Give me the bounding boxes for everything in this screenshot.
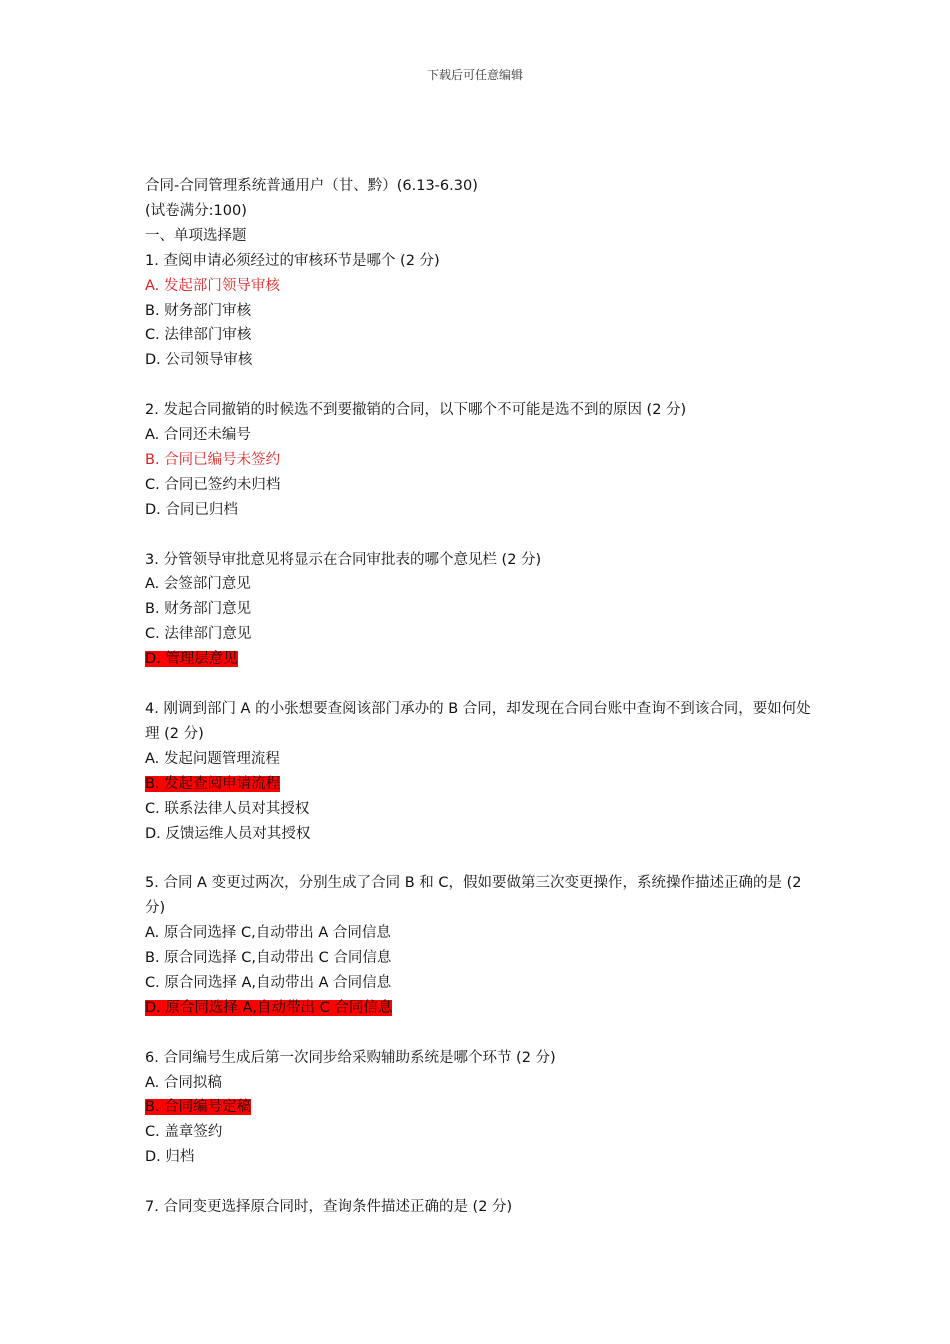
question-block — [145, 697, 813, 846]
question-stem: 4. 刚调到部门 A 的小张想要查阅该部门承办的 B 合同，却发现在合同台账中查询不到该合同，要如何处理 (2 分) — [145, 700, 811, 742]
option-text: B. 财务部门审核 — [145, 302, 252, 319]
option-text: D. 归档 — [145, 1149, 195, 1166]
question-gap — [145, 846, 813, 871]
option-text: C. 盖章签约 — [145, 1124, 223, 1141]
option-text: A. 发起部门领导审核 — [145, 277, 280, 294]
answer-option — [145, 1095, 813, 1120]
option-text: A. 原合同选择 C,自动带出 A 合同信息 — [145, 925, 391, 942]
question-option — [145, 971, 813, 996]
question-option — [145, 597, 813, 622]
option-text: C. 法律部门审核 — [145, 327, 252, 344]
question-option — [145, 921, 813, 946]
question-option — [145, 1145, 813, 1170]
section-heading: 一、单项选择题 — [145, 227, 247, 244]
question-stem: 5. 合同 A 变更过两次，分别生成了合同 B 和 C，假如要做第三次变更操作，系统操作描述正确的是 (2 分) — [145, 875, 802, 917]
option-text: B. 财务部门意见 — [145, 601, 252, 618]
question-gap — [145, 523, 813, 548]
full-score: (试卷满分:100) — [145, 202, 247, 219]
answer-option — [145, 772, 813, 797]
question-stem: 1. 查阅申请必须经过的审核环节是哪个 (2 分) — [145, 252, 440, 269]
question-option — [145, 1071, 813, 1096]
exam-content — [145, 174, 813, 1220]
question-option — [145, 822, 813, 847]
question-stem: 7. 合同变更选择原合同时，查询条件描述正确的是 (2 分) — [145, 1199, 513, 1216]
question-gap — [145, 1170, 813, 1195]
question-option — [145, 946, 813, 971]
question-block — [145, 398, 813, 523]
option-text: B. 原合同选择 C,自动带出 C 合同信息 — [145, 950, 392, 967]
question-block — [145, 249, 813, 374]
option-text: D. 公司领导审核 — [145, 352, 253, 369]
option-text: A. 会签部门意见 — [145, 576, 251, 593]
option-text: C. 联系法律人员对其授权 — [145, 800, 310, 817]
option-text: C. 合同已签约未归档 — [145, 476, 281, 493]
answer-option — [145, 647, 813, 672]
question-option — [145, 797, 813, 822]
question-option — [145, 1120, 813, 1145]
question-option — [145, 622, 813, 647]
option-text: D. 合同已归档 — [145, 501, 238, 518]
exam-title: 合同-合同管理系统普通用户（甘、黔）(6.13-6.30) — [145, 178, 478, 194]
option-text: A. 合同还未编号 — [145, 427, 251, 444]
question-option — [145, 473, 813, 498]
question-stem: 3. 分管领导审批意见将显示在合同审批表的哪个意见栏 (2 分) — [145, 551, 542, 568]
answer-option — [145, 996, 813, 1021]
question-block — [145, 1046, 813, 1171]
option-text: C. 原合同选择 A,自动带出 A 合同信息 — [145, 974, 392, 991]
option-text: C. 法律部门意见 — [145, 626, 252, 643]
page-header: 下载后可任意编辑 — [426, 68, 523, 82]
option-text: B. 发起查阅申请流程 — [145, 775, 281, 792]
option-text: D. 管理层意见 — [145, 651, 238, 668]
answer-option — [145, 448, 813, 473]
question-option — [145, 423, 813, 448]
question-gap — [145, 1021, 813, 1046]
question-option — [145, 348, 813, 373]
option-text: B. 合同已编号未签约 — [145, 451, 281, 468]
option-text: B. 合同编号定稿 — [145, 1099, 252, 1116]
answer-option — [145, 274, 813, 299]
question-stem: 6. 合同编号生成后第一次同步给采购辅助系统是哪个环节 (2 分) — [145, 1049, 556, 1066]
option-text: A. 发起问题管理流程 — [145, 750, 280, 767]
question-option — [145, 572, 813, 597]
question-block — [145, 1195, 813, 1220]
question-list — [145, 249, 813, 1220]
option-text: A. 合同拟稿 — [145, 1074, 222, 1091]
question-block — [145, 871, 813, 1020]
option-text: D. 原合同选择 A,自动带出 C 合同信息 — [145, 999, 393, 1016]
question-option — [145, 323, 813, 348]
question-gap — [145, 672, 813, 697]
question-option — [145, 299, 813, 324]
question-gap — [145, 373, 813, 398]
question-option — [145, 498, 813, 523]
question-stem: 2. 发起合同撤销的时候选不到要撤销的合同，以下哪个不可能是选不到的原因 (2 分) — [145, 402, 687, 419]
question-option — [145, 747, 813, 772]
question-block — [145, 548, 813, 673]
option-text: D. 反馈运维人员对其授权 — [145, 825, 311, 842]
